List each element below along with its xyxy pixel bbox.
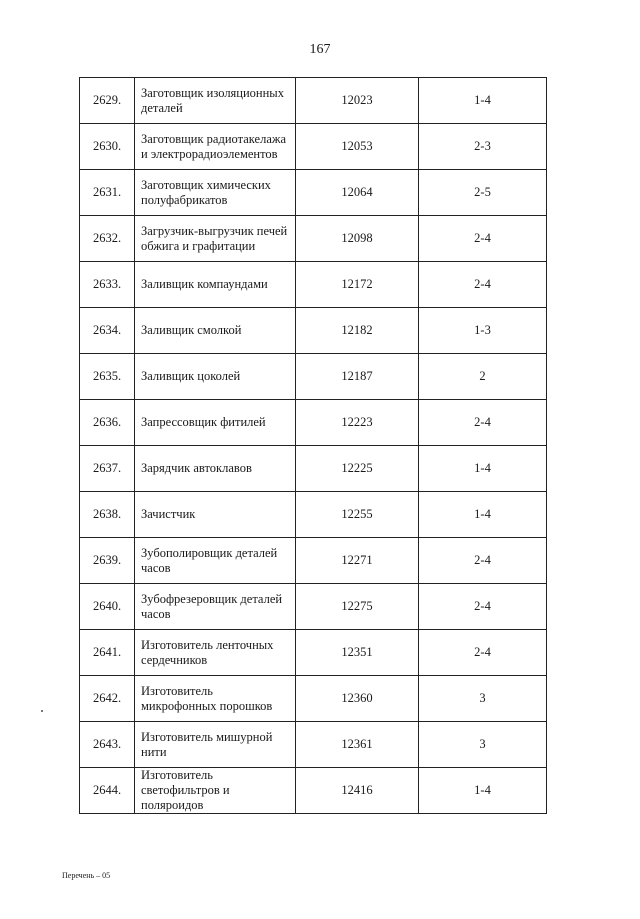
category-range: 3 (419, 722, 547, 768)
scan-speck (41, 710, 43, 712)
profession-code: 12275 (296, 584, 419, 630)
page-number: 167 (309, 42, 331, 57)
row-number: 2643. (80, 722, 135, 768)
profession-name: Изготовитель микрофонных порошков (135, 676, 296, 722)
category-range: 2-4 (419, 538, 547, 584)
profession-code: 12255 (296, 492, 419, 538)
profession-code: 12271 (296, 538, 419, 584)
table-body (80, 78, 547, 814)
row-number: 2636. (80, 400, 135, 446)
row-number: 2634. (80, 308, 135, 354)
document-footer: Перечень – 05 (62, 871, 111, 880)
profession-name: Изготовитель ленточных сердечников (135, 630, 296, 676)
profession-code: 12023 (296, 78, 419, 124)
table-row (80, 216, 547, 262)
profession-code: 12361 (296, 722, 419, 768)
row-number: 2640. (80, 584, 135, 630)
profession-code: 12053 (296, 124, 419, 170)
table-row (80, 124, 547, 170)
row-number: 2644. (80, 768, 135, 814)
category-range: 2-4 (419, 216, 547, 262)
table-row (80, 492, 547, 538)
row-number: 2638. (80, 492, 135, 538)
table-row (80, 400, 547, 446)
row-number: 2632. (80, 216, 135, 262)
row-number: 2630. (80, 124, 135, 170)
category-range: 1-4 (419, 446, 547, 492)
row-number: 2629. (80, 78, 135, 124)
table-row (80, 676, 547, 722)
category-range: 3 (419, 676, 547, 722)
row-number: 2641. (80, 630, 135, 676)
profession-code: 12416 (296, 768, 419, 814)
row-number: 2637. (80, 446, 135, 492)
category-range: 1-3 (419, 308, 547, 354)
table-row (80, 446, 547, 492)
profession-name: Зарядчик автоклавов (135, 446, 296, 492)
profession-code: 12182 (296, 308, 419, 354)
profession-code: 12064 (296, 170, 419, 216)
table-row (80, 78, 547, 124)
profession-code: 12351 (296, 630, 419, 676)
professions-table (79, 77, 547, 814)
table-row (80, 262, 547, 308)
category-range: 1-4 (419, 78, 547, 124)
profession-name: Зачистчик (135, 492, 296, 538)
category-range: 2-5 (419, 170, 547, 216)
profession-name: Изготовитель мишурной нити (135, 722, 296, 768)
profession-code: 12172 (296, 262, 419, 308)
table-row (80, 538, 547, 584)
profession-name: Заготовщик радиотакелажа и электрорадиоэлементов (135, 124, 296, 170)
profession-code: 12225 (296, 446, 419, 492)
profession-name: Заготовщик химических полуфабрикатов (135, 170, 296, 216)
row-number: 2635. (80, 354, 135, 400)
table-row (80, 170, 547, 216)
profession-code: 12098 (296, 216, 419, 262)
table-row (80, 768, 547, 814)
profession-name: Изготовитель светофильтров и поляроидов (135, 768, 296, 814)
row-number: 2633. (80, 262, 135, 308)
category-range: 2-4 (419, 400, 547, 446)
profession-code: 12223 (296, 400, 419, 446)
profession-name: Заготовщик изоляционных деталей (135, 78, 296, 124)
category-range: 2-3 (419, 124, 547, 170)
table-row (80, 584, 547, 630)
table-row (80, 308, 547, 354)
profession-code: 12360 (296, 676, 419, 722)
category-range: 2-4 (419, 630, 547, 676)
profession-code: 12187 (296, 354, 419, 400)
row-number: 2639. (80, 538, 135, 584)
row-number: 2631. (80, 170, 135, 216)
profession-name: Зубофрезеровщик деталей часов (135, 584, 296, 630)
table-row (80, 630, 547, 676)
profession-name: Заливщик смолкой (135, 308, 296, 354)
category-range: 2-4 (419, 584, 547, 630)
row-number: 2642. (80, 676, 135, 722)
profession-name: Зубополировщик деталей часов (135, 538, 296, 584)
category-range: 1-4 (419, 492, 547, 538)
table-row (80, 354, 547, 400)
table-row (80, 722, 547, 768)
profession-name: Запрессовщик фитилей (135, 400, 296, 446)
category-range: 2-4 (419, 262, 547, 308)
profession-name: Заливщик компаундами (135, 262, 296, 308)
profession-name: Заливщик цоколей (135, 354, 296, 400)
category-range: 1-4 (419, 768, 547, 814)
category-range: 2 (419, 354, 547, 400)
profession-name: Загрузчик-выгрузчик печей обжига и графитации (135, 216, 296, 262)
